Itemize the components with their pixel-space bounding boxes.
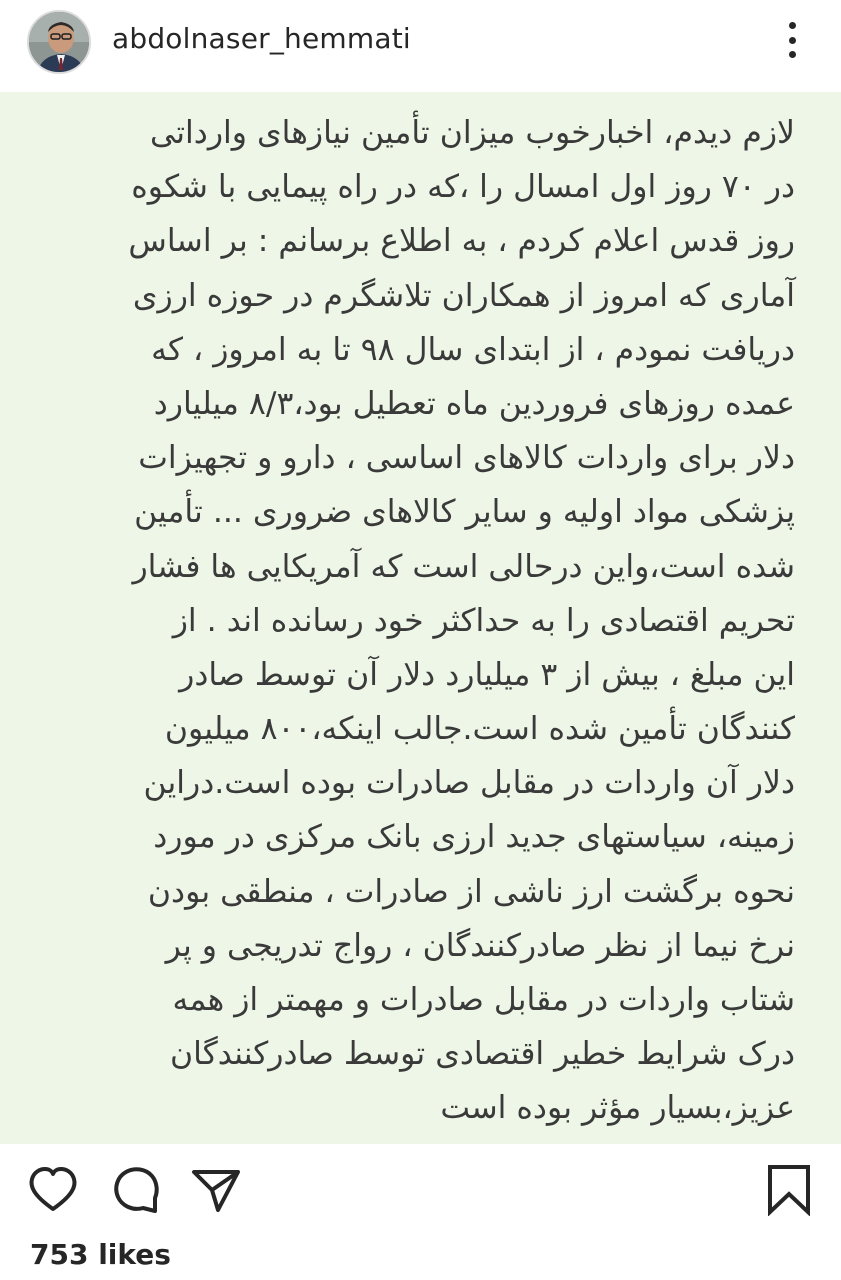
- post-text-line: روز قدس اعلام کردم ، به اطلاع برسانم : بر اساس: [128, 223, 795, 260]
- post-text-line: عمده روزهای فروردین ماه تعطیل بود،۸/۳ میلیارد: [153, 385, 795, 422]
- likes-count[interactable]: 753 likes: [30, 1238, 171, 1271]
- post-header: [0, 0, 841, 92]
- action-bar: [0, 1144, 841, 1234]
- post-text-line: شده است،واین درحالی است که آمریکایی ها فشار: [132, 548, 795, 585]
- post-text-line: کنندگان تأمین شده است.جالب اینکه،۸۰۰ میلیون: [164, 711, 795, 748]
- avatar[interactable]: [27, 10, 91, 74]
- post-text-line: درک شرایط خطیر اقتصادی توسط صادرکنندگان: [170, 1036, 795, 1073]
- post-text-line: شتاب واردات در مقابل صادرات و مهمتر از همه: [172, 982, 795, 1018]
- post-text-line: دریافت نمودم ، از ابتدای سال ۹۸ تا به امروز ، که: [151, 331, 795, 368]
- more-dot: [789, 22, 796, 29]
- post-text-line: این مبلغ ، بیش از ۳ میلیارد دلار آن توسط صادر: [179, 656, 795, 693]
- more-options-icon[interactable]: [778, 18, 806, 62]
- username[interactable]: abdolnaser_hemmati: [112, 22, 411, 55]
- post-text-line: دلار آن واردات در مقابل صادرات بوده است.دراین: [143, 765, 795, 802]
- post-text-line: دلار برای واردات کالاهای اساسی ، دارو و تجهیزات: [138, 440, 795, 477]
- post-text-line: در ۷۰ روز اول امسال را ،که در راه پیمایی با شکوه: [131, 169, 795, 206]
- bookmark-icon[interactable]: [763, 1164, 815, 1216]
- post-text: [50, 106, 795, 1136]
- more-dot: [789, 37, 796, 44]
- post-text-line: نرخ نیما از نظر صادرکنندگان ، رواج تدریجی و پر: [165, 927, 795, 964]
- post-text-line: عزیز،بسیار مؤثر بوده است: [440, 1090, 795, 1127]
- share-icon[interactable]: [190, 1164, 242, 1216]
- post-image[interactable]: [0, 92, 841, 1144]
- more-dot: [789, 51, 796, 58]
- profile-photo-icon: [29, 12, 91, 74]
- post-text-line: تحریم اقتصادی را به حداکثر خود رسانده اند . از: [172, 602, 795, 639]
- post-text-line: نحوه برگشت ارز ناشی از صادرات ، منطقی بودن: [147, 873, 795, 910]
- comment-icon[interactable]: [110, 1164, 162, 1216]
- heart-icon[interactable]: [27, 1164, 79, 1216]
- post-text-line: زمینه، سیاستهای جدید ارزی بانک مرکزی در مورد: [153, 819, 795, 856]
- post-text-line: پزشکی مواد اولیه و سایر کالاهای ضروری ... تأمین: [134, 494, 795, 531]
- post-text-line: لازم دیدم، اخبارخوب میزان تأمین نیازهای وارداتی: [150, 115, 795, 151]
- post-text-line: آماری که امروز از همکاران تلاشگرم در حوزه ارزی: [132, 277, 795, 314]
